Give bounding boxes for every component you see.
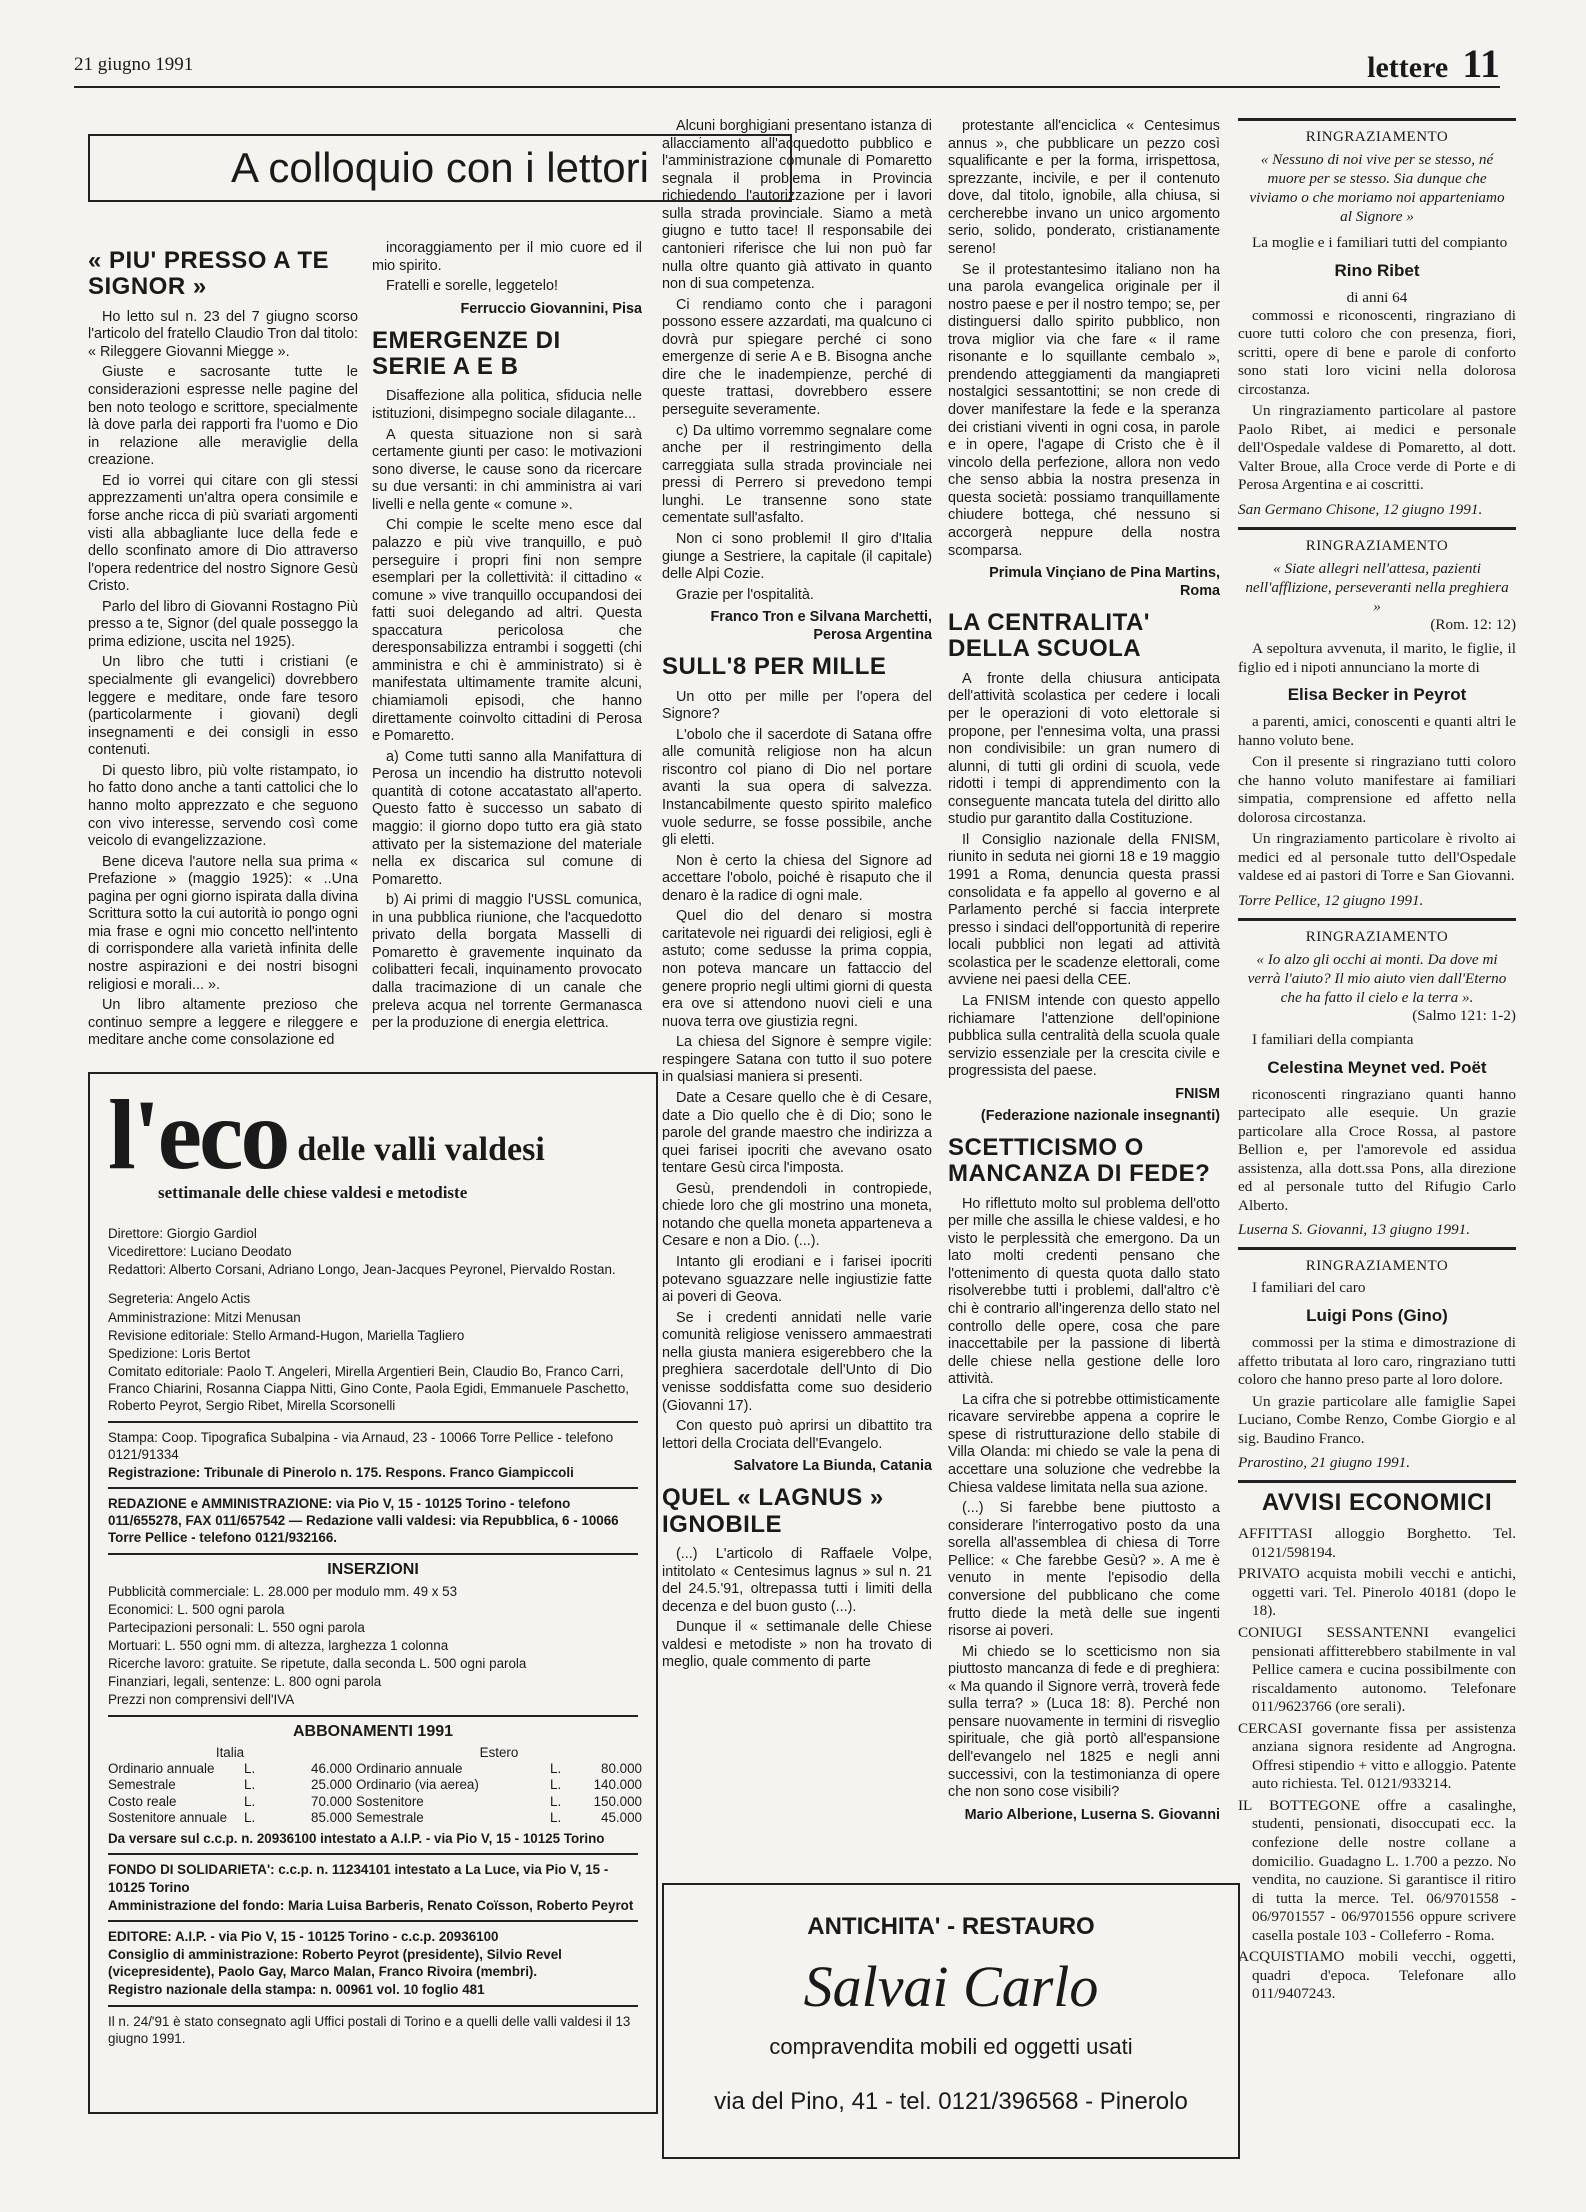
ad-rate: Partecipazioni personali: L. 550 ogni parola [108,1619,365,1635]
notice-intro: A sepoltura avvenuta, il marito, le figlie, il figlio ed i nipoti annunciano la morte di [1238,640,1516,676]
paragraph: commossi per la stima e dimostrazione di affetto tributata al loro caro, ringraziano tutti coloro che hanno preso parte al loro dolore. [1238,1333,1516,1389]
table-cell: L. [244,1793,256,1809]
column-header: Estero [479,1744,519,1760]
paragraph: L'obolo che il sacerdote di Satana offre alle comunità religiose non ha alcun riscontro col piano di Dio nel portare avanti la sua opera di salvezza. Instancabilmente questo spirito malefico vuole sedurre, se fosse possibile, anche gli eletti. [662,726,932,849]
paragraph: Ho letto sul n. 23 del 7 giugno scorso l'articolo del fratello Claudio Tron dal titolo: « Rileggere Giovanni Miegge ». [88,308,358,360]
article-signature: Mario Alberione, Luserna S. Giovanni [964,1806,1220,1823]
ad-rate: Finanziari, legali, sentenze: L. 800 ogni parola [108,1674,382,1690]
column-2 [372,240,642,1060]
article-heading: QUEL « LAGNUS » IGNOBILE [662,1484,884,1538]
publisher-info: EDITORE: A.I.P. - via Pio V, 15 - 10125 Torino - c.c.p. 20936100 [108,1928,499,1944]
paragraph: Non ci sono problemi! Il giro d'Italia giunge a Sestriere, la capitale (il capitale) delle Alpi Cozie. [662,530,932,583]
table-cell: L. [244,1760,256,1776]
divider [108,1715,638,1717]
staff-line: Spedizione: Loris Bertot [108,1345,251,1361]
paragraph: b) Ai primi di maggio l'USSL comunica, in una pubblica riunione, che l'acquedotto privato della borgata Masselli di Pomaretto è gravemente inquinato da colibatteri fecali, inquinamento provocato dalla tracimazione di un canale che preleva acqua nel torrente Germanasca per la produzione di energia elettrica. [372,892,642,1032]
classified-ads [1238,1489,1516,2004]
delivery-note: Il n. 24/'91 è stato consegnato agli Uffici postali di Torino e a quelli delle valli valdesi il 13 giugno 1991. [108,2013,631,2046]
paragraph: Giuste e sacrosante tutte le considerazioni espresse nelle pagine del ben noto teologo e scrittore, specialmente là dove parla dei rapporti fra l'uomo e Dio in relazione alle meraviglie della creazione. [88,364,358,469]
editorial-address: REDAZIONE e AMMINISTRAZIONE: via Pio V, 15 - 10125 Torino - telefono 011/655278, FAX 011/657542 — Redazione valli valdesi: via Repubblica, 6 - 10066 Torre Pellice - telefono 0121/932166. [108,1496,619,1546]
table-cell: Sostenitore [356,1793,424,1809]
divider [108,1487,638,1489]
paragraph: Con questo può aprirsi un dibattito tra lettori della Crociata dell'Evangelo. [662,1418,932,1452]
article-signature: Primula Vinçiano de Pina Martins, Roma [989,565,1220,600]
table-cell: L. [550,1793,562,1809]
ad-business-name: Salvai Carlo [803,1954,1099,2019]
notice-place-date: San Germano Chisone, 12 giugno 1991. [1238,501,1483,519]
staff-line: Segreteria: Angelo Actis [108,1291,251,1307]
divider [108,1920,638,1922]
masthead-tagline: settimanale delle chiese valdesi e metodiste [158,1183,468,1202]
paragraph: Un ringraziamento particolare è rivolto ai medici ed al personale tutto dell'Ospedale valdese ed ai pastori di Torre e San Giovanni. [1238,830,1516,885]
article-heading: SCETTICISMO O MANCANZA DI FEDE? [948,1133,1211,1188]
article-heading: EMERGENZE DI SERIE A E B [372,326,561,381]
classified-item: ACQUISTIAMO mobili vecchi, oggetti, quadri d'epoca. Telefonare allo 011/9407243. [1238,1948,1516,2003]
paragraph: Di questo libro, più volte ristampato, io ho fatto dono anche a tanti cattolici che lo hanno molto apprezzato e che seguono con vivo interesse, servendo così come veicolo di evangelizzazione. [88,762,358,850]
deceased-name: Elisa Becker in Peyrot [1287,685,1467,705]
ad-category: ANTICHITA' - RESTAURO [807,1913,1095,1940]
paragraph: La FNISM intende con questo appello richiamare l'attenzione dell'opinione pubblica sulla centralità della scuola quale servizio essenziale per la crescita civile e progressista del paese. [948,992,1220,1080]
page-header [1367,40,1500,87]
paragraph: La cifra che si potrebbe ottimisticamente ricavare servirebbe appena a coprire le spese di ristrutturazione dello stabile di Villa Olanda: mi chiedo se vale la pena di accettare una soluzione che vedrebbe la Chiesa valdese limitata nella sua azione. [948,1391,1220,1496]
notice-reference: (Salmo 121: 1-2) [1412,1007,1516,1025]
table-cell: 80.000 [601,1760,642,1776]
table-cell: Ordinario (via aerea) [356,1777,479,1793]
paragraph: A questa situazione non si sarà certamente giunti per caso: le motivazioni sono diverse, le cause sono da ricercare su due versanti: in chi amministra ai vari livelli e nella gente « comune ». [372,426,642,513]
notice-title: RINGRAZIAMENTO [1305,929,1449,946]
page-title: A colloquio con i lettori [231,144,649,191]
staff-line: Revisione editoriale: Stello Armand-Hugon, Mariella Tagliero [108,1327,465,1343]
article-signature: Franco Tron e Silvana Marchetti, Perosa Argentina [710,609,932,644]
column-5 [1238,118,1516,2178]
table-cell: 85.000 [311,1809,352,1825]
column-3 [662,118,932,1870]
paragraph: Un libro che tutti i cristiani (e specialmente gli evangelici) dovrebbero leggere e meditare, onde fare tesoro (particolarmente i giovani) degli insegnamenti e dei consigli in esso contenuti. [88,654,358,759]
notice-title: RINGRAZIAMENTO [1305,129,1449,145]
paragraph: c) Da ultimo vorremmo segnalare come anche per il restringimento della carreggiata sulla strada provinciale nei pressi di Perrero si prevedono tempi lunghi. Le transenne sono state cementate sull'asfalto. [662,422,932,527]
paragraph: Parlo del libro di Giovanni Rostagno Più presso a te, Signor (del quale posseggo la prima edizione, uscita nel 1925). [88,598,358,650]
column-4 [948,118,1220,1870]
paragraph: Ho riflettuto molto sul problema dell'otto per mille che assilla le chiese valdesi, e ho visto le perplessità che emergono. Da un lato molti credenti pensano che l'ottenimento di questa quota dallo stato risolverebbe tutti i problemi, dall'altro c'è chi è contrario all'ingerenza dello stato nel controllo delle opere, cosa che pare inaccettabile per la passione di libertà delle chiese nella gestione delle loro attività. [948,1195,1220,1388]
paragraph: Bene diceva l'autore nella sua prima « Prefazione » (maggio 1925): « ..Una pagina per ogni giorno ispirata dalla divina Scrittura sotto la cui autorità io pongo ogni mia frase e ogni mio concetto nell'intento di corrispondere alla varietà infinita delle nostre aspirazioni e dei nostri bisogni religiosi e morali... ». [88,853,358,993]
divider [108,1553,638,1555]
paragraph: Intanto gli erodiani e i farisei ipocriti potevano sguazzare nelle ingiustizie fatte ai poveri di Geova. [662,1254,932,1306]
notice-place-date: Prarostino, 21 giugno 1991. [1238,1454,1410,1472]
notice-title: RINGRAZIAMENTO [1305,538,1449,555]
article-heading: LA CENTRALITA' DELLA SCUOLA [948,609,1151,663]
table-cell: 46.000 [311,1760,352,1776]
notice-title: RINGRAZIAMENTO [1305,1258,1449,1275]
paragraph: Un ringraziamento particolare al pastore Paolo Ribet, ai medici e personale dell'Ospedale valdese di Pomaretto, al dott. Valter Broue, alla Croce verde di Porte e di Perosa Argentina e ai coscritti. [1238,402,1516,494]
staff-line: Redattori: Alberto Corsani, Adriano Longo, Jean-Jacques Peyronel, Piervaldo Rostan. [108,1262,616,1278]
column-1 [88,240,358,1060]
paragraph: La chiesa del Signore è sempre vigile: respingere Satana con tutto il suo potere in qualsiasi maniera si presenti. [662,1034,932,1086]
paragraph: protestante all'enciclica « Centesimus annus », che pubblicare un pezzo così squalificante e per la forma, irrispettosa, sprezzante, incivile, e per il contenuto dove, dal titolo, ignobile, alla chiusa, si cercherebbe invano un unico argomento serio, solido, ponderato, cristianamente sereno! [948,118,1220,257]
masthead-logo: l'eco [108,1079,288,1190]
table-cell: L. [244,1777,256,1793]
paragraph: Fratelli e sorelle, leggetelo! [386,278,558,295]
classified-item: CONIUGI SESSANTENNI evangelici pensionati affitterebbero stabilmente in val Pellice camera e cucina possibilmente con riscaldamento autonomo. Telefonare 011/9623766 (ore serali). [1238,1623,1516,1716]
subscriptions-table [108,1744,642,1827]
paragraph: Il Consiglio nazionale della FNISM, riunito in seduta nei giorni 18 e 19 maggio 1991 a Roma, denuncia questa prassi consolidata e fa appello al governo e al Parlamento perché si faccia interprete presso i sindaci dell'opportunità di reperire locali pubblici non legati ad attività scolastica per le scadenze elettorali, come avviene nei paesi della CEE. [948,831,1220,989]
advertisement-box [662,1883,1240,2159]
header-rule [74,86,1500,88]
paragraph: A fronte della chiusura anticipata dell'attività scolastica per cedere i locali per le operazioni di voto elettorale si propone, per l'ennesima volta, una prassi non condivisibile: un gran numero di alunni, di tutti gli ordini di scuola, vede ridotti i tempi di apprendimento con la conseguente mancata tutela del diritto allo studio pur garantito dalla Costituzione. [948,670,1220,828]
notice-block [1238,918,1516,1239]
masthead-brand [90,1074,656,1190]
classified-item: CERCASI governante fissa per assistenza anziana signora residente ad Angrogna. Offresi stipendio + vitto e alloggio. Patente auto richiesta. Tel. 0121/933214. [1238,1719,1516,1793]
paragraph: a parenti, amici, conoscenti e quanti altri le hanno voluto bene. [1238,713,1516,749]
deceased-name: Celestina Meynet ved. Poët [1267,1057,1487,1077]
classified-item: PRIVATO acquista mobili vecchi e antichi, oggetti vari. Tel. Pinerolo 40181 (dopo le 18). [1238,1565,1516,1620]
paragraph: a) Come tutti sanno alla Manifattura di Perosa un incendio ha distrutto notevoli quantità di cotone accatastato all'aperto. Questo fatto è successo un sabato di maggio: il giorno dopo tutto era già stato attivato per la sistemazione del materiale nella ex discarica sul comune di Pomaretto. [372,748,642,888]
paragraph: (...) Si farebbe bene piuttosto a considerare l'interrogativo posto da una sorella all'assemblea di chiesa di Torre Pellice: « Che farebbe Gesù? ». A me è venuto in mente l'episodio della conversione del pubblicano che come frutto diede la metà delle sue ingenti risorse ai poveri. [948,1500,1220,1640]
fund-info: FONDO DI SOLIDARIETA': c.c.p. n. 11234101 intestato a La Luce, via Pio V, 15 - 10125 Torino [108,1862,609,1895]
paragraph: Ci rendiamo conto che i paragoni possono essere azzardati, ma qualcuno ci dovrà pur spiegare perché ci sono emergenze di serie A e B. Bisogna anche dire che le inadempienze, perché di queste trattasi, dovrebbero essere perseguite severamente. [662,296,932,418]
ad-rate: Economici: L. 500 ogni parola [108,1601,285,1617]
divider [108,1853,638,1855]
notice-block [1238,527,1516,910]
paragraph: Quel dio del denaro si mostra caritatevole nei riguardi dei religiosi, egli è astuto; come sedusse la prima coppia, non poteva mancare un fattaccio del genere proprio negli ultimi giorni di questa era ove si attendono nuovi cieli e una nuova terra ove giustizia regni. [662,908,932,1030]
divider [108,1421,638,1423]
table-cell: Semestrale [356,1809,424,1825]
ad-rate: Pubblicità commerciale: L. 28.000 per modulo mm. 49 x 53 [108,1583,458,1599]
notice-place-date: Luserna S. Giovanni, 13 giugno 1991. [1238,1221,1471,1239]
paragraph: Alcuni borghigiani presentano istanza di allacciamento all'acquedotto pubblico e l'amministrazione comunale di Pomaretto segnala il problema in Provincia richiedendo l'autorizzazione per i lavori sulla strada provinciale. Siamo a metà giugno e tutto tace! Il responsabile dei cantonieri riferisce che lui non può far nulla oltre quanto già attivato in quanto non di sua competenza. [662,118,932,293]
staff-line: Direttore: Giorgio Gardiol [108,1226,257,1241]
paragraph: incoraggiamento per il mio cuore ed il mio spirito. [372,240,642,274]
notice-reference: (Rom. 12: 12) [1430,616,1516,634]
paragraph: Disaffezione alla politica, sfiducia nelle istituzioni, disimpegno sociale dilagante... [372,388,642,423]
paragraph: Ed io vorrei qui citare con gli stessi apprezzamenti un'altra opera consimile e forse anche ricca di più svariati argomenti visti alla abbagliante luce della fede e dello sconfinato amore di Dio attraverso l'opera redentrice del nostro Signore Gesù Cristo. [88,472,358,595]
staff-line: Vicedirettore: Luciano Deodato [108,1244,292,1260]
notice-quote: « Io alzo gli occhi ai monti. Da dove mi verrà l'aiuto? Il mio aiuto vien dall'Eterno che ha fatto il cielo e la terra ». [1247,951,1507,1007]
notice-intro: I familiari della compianta [1252,1031,1414,1049]
paragraph: Un otto per mille per l'opera del Signore? [662,688,932,723]
notice-place-date: Torre Pellice, 12 giugno 1991. [1238,892,1424,910]
table-cell: L. [550,1760,562,1776]
staff-line: Comitato editoriale: Paolo T. Angeleri, Mirella Argentieri Bein, Claudio Bo, Franco Carri, Franco Chiarini, Rosanna Ciappa Nitti, Gino Conte, Paola Egidi, Emmanuele Paschetto, Roberto Peyrot, Sergio Ribet, Mirella Scorsonelli [108,1364,630,1414]
print-line: Registrazione: Tribunale di Pinerolo n. 175. Respons. Franco Giampiccoli [108,1464,574,1480]
table-cell: 150.000 [593,1793,642,1809]
publisher-info: Consiglio di amministrazione: Roberto Peyrot (presidente), Silvio Revel (vicepresidente), Paolo Gay, Marco Malan, Franco Rivoira (membri). [108,1947,562,1980]
paragraph: riconoscenti ringraziano quanti hanno partecipato alle esequie. Un grazie particolare alla Croce Rossa, al pastore Bellion e, per l'amorevole ed assidua assistenza, alla dott.ssa Pons, alla direzione ed al personale tutto del Rifugio Carlo Alberto. [1238,1085,1516,1214]
table-cell: Ordinario annuale [108,1760,215,1776]
staff-line: Amministrazione: Mitzi Menusan [108,1309,301,1325]
section-name: lettere [1367,51,1449,84]
paragraph: Dunque il « settimanale delle Chiese valdesi e metodiste » non ha trovato di meglio, quale commento di parte [662,1619,932,1671]
table-cell: Costo reale [108,1793,177,1809]
notice-block [1238,1247,1516,1472]
paragraph: Date a Cesare quello che è di Cesare, date a Dio quello che è di Dio; sono le parole del grande maestro che indirizza a quei farisei ipocriti che avevano osato tentare Gesù circa l'imposta. [662,1089,932,1177]
publisher-info: Registro nazionale della stampa: n. 00961 vol. 10 foglio 481 [108,1982,485,1998]
table-cell: Ordinario annuale [356,1760,463,1776]
paragraph: Gesù, prendendoli in contropiede, chiede loro che gli mostrino una moneta, notando che quella moneta apparteneva a Cesare e non a Dio. (...). [662,1180,932,1250]
table-cell: 140.000 [593,1777,642,1793]
article-signature: Ferruccio Giovannini, Pisa [460,300,642,317]
page-number: 11 [1462,41,1500,86]
masthead-box [88,1072,658,2114]
table-cell: 25.000 [311,1777,352,1793]
paragraph: Chi compie le scelte meno esce dal palazzo e più vive tranquillo, e può perseguire i propri fini non sempre esemplari per la collettività: il cittadino « comune » vive tranquillo occupandosi dei fatti suoi delegando ad altri. Questa spaccatura pericolosa che deresponsabilizza entrambi i soggetti (chi amministra e chi è amministrato) si è manifestata ultimamente tramite alcuni, chiamiamoli episodi, che hanno direttamente coinvolto cittadini di Perosa e Pomaretto. [372,517,642,745]
subscriptions-title: ABBONAMENTI 1991 [292,1722,454,1740]
deceased-name: Rino Ribet [1334,260,1420,280]
paragraph: Un grazie particolare alle famiglie Sapei Luciano, Combe Renzo, Combe Giorgio e al sig. Baudino Franco. [1238,1392,1516,1447]
classified-title: AVVISI ECONOMICI [1261,1489,1493,1517]
paragraph: Mi chiedo se lo scetticismo non sia piuttosto mancanza di fede e di preghiera: « Ma quando il Signore verrà, troverà fede sulla terra? » (Luca 18: 8). Perché non pensare nuovamente in termini di risveglio spirituale, che già portò all'espansione dell'evangelo nel 1825 e negli anni successivi, con la testimonianza di opere che non sono cose visibili? [948,1643,1220,1801]
notice-quote: « Nessuno di noi vive per se stesso, né muore per se stesso. Sia dunque che viviamo o che moriamo noi apparteniamo al Signore » [1249,151,1505,225]
classified-item: IL BOTTEGONE offre a casalinghe, studenti, pensionati, disoccupati ecc. la confezione delle nostre collane a domicilio. Guadagno L. 1.700 a pezzo. No vendita, no cauzione. Si garantisce il ritiro di tutta la merce. Tel. 06/9701558 - 06/9701557 - 06/9701556 oppure scrivere casella postale 103 - Colleferro - Roma. [1238,1796,1516,1944]
table-cell: Sostenitore annuale [108,1809,228,1825]
payment-info: Da versare sul c.c.p. n. 20936100 intestato a A.I.P. - via Pio V, 15 - 10125 Torino [108,1831,605,1847]
article-signature-detail: (Federazione nazionale insegnanti) [980,1107,1220,1124]
ad-description: compravendita mobili ed oggetti usati [769,2034,1133,2059]
article-signature: Salvatore La Biunda, Catania [733,1458,932,1475]
deceased-name: Luigi Pons (Gino) [1306,1305,1448,1325]
notice-intro: La moglie e i familiari tutti del compianto [1252,234,1508,251]
paragraph: Non è certo la chiesa del Signore ad accettare l'obolo, poiché è risaputo che il denaro è la radice di ogni male. [662,852,932,904]
paragraph: commossi e riconoscenti, ringraziano di cuore tutti coloro che con presenza, fiori, scritti, opere di bene e parole di conforto sono stati loro vicini nella dolorosa circostanza. [1238,306,1516,398]
notice-block [1238,118,1516,519]
table-cell: L. [550,1777,562,1793]
paragraph: Se i credenti annidati nelle varie comunità religiose venissero ammaestrati nella giusta maniera esigerebbero che la preghiera sacerdotale dell'Unto di Dio venisse soddisfatta come suo desiderio (Giovanni 17). [662,1309,932,1414]
paragraph: Grazie per l'ospitalità. [676,586,814,603]
divider [108,2005,638,2007]
notice-intro: I familiari del caro [1252,1279,1366,1297]
ads-rates-title: INSERZIONI [327,1560,419,1578]
paragraph: Con il presente si ringraziano tutti coloro che hanno voluto manifestare ai familiari simpatia, comprensione ed affetto nella dolorosa circostanza. [1238,753,1516,826]
table-cell: Semestrale [108,1777,176,1793]
table-cell: L. [244,1809,256,1825]
deceased-age: di anni 64 [1346,288,1408,306]
column-header: Italia [215,1744,245,1760]
table-cell: L. [550,1809,562,1825]
section-rule [1238,1480,1516,1483]
ad-rate: Ricerche lavoro: gratuite. Se ripetute, dalla seconda L. 500 ogni parola [108,1656,527,1672]
print-line: Stampa: Coop. Tipografica Subalpina - via Arnaud, 23 - 10066 Torre Pellice - telefono 0121/91334 [108,1429,614,1462]
table-cell: 70.000 [311,1793,352,1809]
classified-item: AFFITTASI alloggio Borghetto. Tel. 0121/598194. [1238,1525,1516,1561]
article-heading: SULL'8 PER MILLE [662,653,887,681]
ad-rate: Mortuari: L. 550 ogni mm. di altezza, larghezza 1 colonna [108,1637,449,1653]
paragraph: Un libro altamente prezioso che continuo sempre a leggere e rileggere e meditare anche come consolazione ed [88,997,358,1049]
notice-quote: « Siate allegri nell'attesa, pazienti nell'afflizione, perseveranti nella preghiera » [1245,560,1509,616]
ad-rate: Prezzi non comprensivi dell'IVA [108,1692,295,1708]
staff-list [90,1225,656,2047]
paragraph: (...) L'articolo di Raffaele Volpe, intitolato « Centesimus lagnus » sul n. 21 del 24.5.'91, oltrepassa tutti i limiti della decenza e del buon gusto (...). [662,1545,932,1615]
ad-address: via del Pino, 41 - tel. 0121/396568 - Pinerolo [714,2088,1188,2115]
article-signature: FNISM [1175,1085,1220,1102]
paragraph: Se il protestantesimo italiano non ha una parola evangelica originale per il nostro paese e per il nostro tempo; se, per distinguersi dallo spirito pubblico, non trova miglior via che fare « il rame risonante e lo squillante cembalo », prendendo atteggiamenti da mangiapreti nostalgici sessantottini; se non crede di dover manifestare la fede e la speranza dei cristiani viventi in ogni cosa, in parole e in opere, l'agape di Cristo che è il vincolo della perfezione, allora non vedo che senso abbia la nostra presenza in questa società: possiamo tranquillamente chiudere bottega, ché nessuno si accorgerà neppure della nostra scomparsa. [948,261,1220,559]
issue-date: 21 giugno 1991 [74,54,194,75]
table-cell: 45.000 [601,1809,642,1825]
article-heading: « PIU' PRESSO A TE SIGNOR » [88,247,329,301]
masthead-logo-sub: delle valli valdesi [297,1131,545,1168]
fund-info: Amministrazione del fondo: Maria Luisa Barberis, Renato Coïsson, Roberto Peyrot [108,1897,634,1913]
